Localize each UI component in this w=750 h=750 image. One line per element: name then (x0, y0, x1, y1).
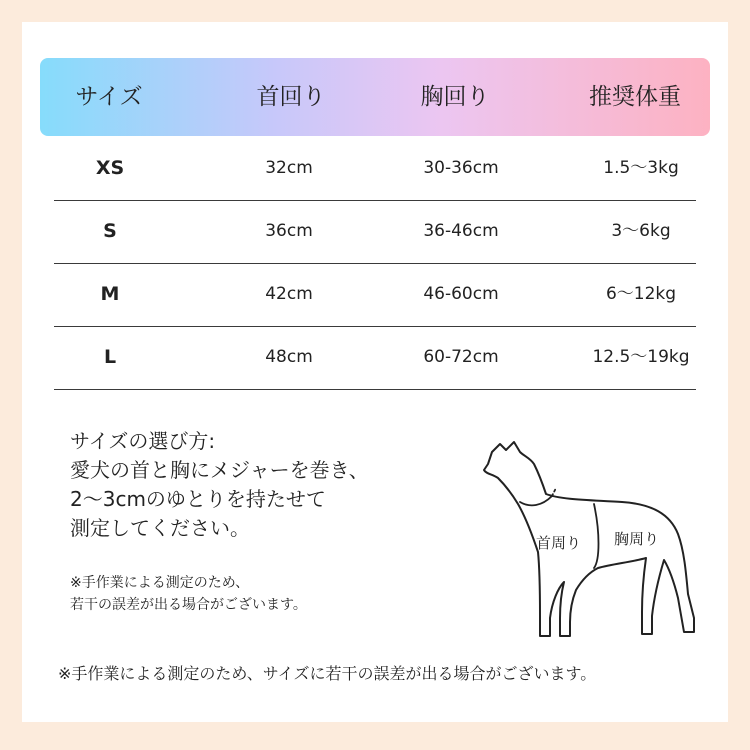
cell-chest: 46-60cm (423, 284, 499, 304)
table-header (40, 58, 710, 136)
cell-chest: 30-36cm (423, 158, 499, 178)
size-chart-card (22, 22, 728, 722)
neck-label: 首周り (536, 534, 582, 552)
chest-label: 胸周り (614, 530, 660, 548)
note-line: 若干の誤差が出る場合がございます。 (70, 597, 307, 613)
guide-line: サイズの選び方: (70, 429, 216, 453)
cell-size: L (103, 346, 117, 368)
dog-diagram (472, 422, 702, 652)
table-row (54, 200, 696, 264)
table-row (54, 326, 696, 390)
dog-outline-icon (472, 422, 702, 652)
cell-weight: 1.5〜3kg (603, 158, 679, 178)
cell-chest: 60-72cm (423, 347, 499, 367)
cell-neck: 32cm (265, 158, 313, 178)
cell-weight: 3〜6kg (611, 221, 671, 241)
cell-chest: 36-46cm (423, 221, 499, 241)
guide-line: 2〜3cmのゆとりを持たせて (70, 487, 326, 511)
header-weight: 推奨体重 (589, 84, 681, 110)
measurement-note (70, 572, 430, 616)
table-row (54, 137, 696, 201)
header-chest: 胸回り (420, 84, 490, 110)
header-size: サイズ (75, 84, 143, 110)
table-row (54, 263, 696, 327)
cell-size: S (103, 220, 117, 242)
note-line: ※手作業による測定のため、 (70, 575, 250, 591)
cell-neck: 42cm (265, 284, 313, 304)
cell-weight: 12.5〜19kg (592, 347, 690, 367)
cell-neck: 48cm (265, 347, 313, 367)
cell-size: M (100, 283, 120, 305)
cell-weight: 6〜12kg (605, 284, 677, 304)
cell-neck: 36cm (265, 221, 313, 241)
size-guide-text (70, 427, 450, 543)
cell-size: XS (95, 157, 125, 179)
header-neck: 首回り (256, 84, 326, 110)
guide-line: 愛犬の首と胸にメジャーを巻き、 (70, 458, 369, 482)
guide-line: 測定してください。 (70, 516, 250, 540)
footer-note: ※手作業による測定のため、サイズに若干の誤差が出る場合がございます。 (58, 664, 597, 683)
